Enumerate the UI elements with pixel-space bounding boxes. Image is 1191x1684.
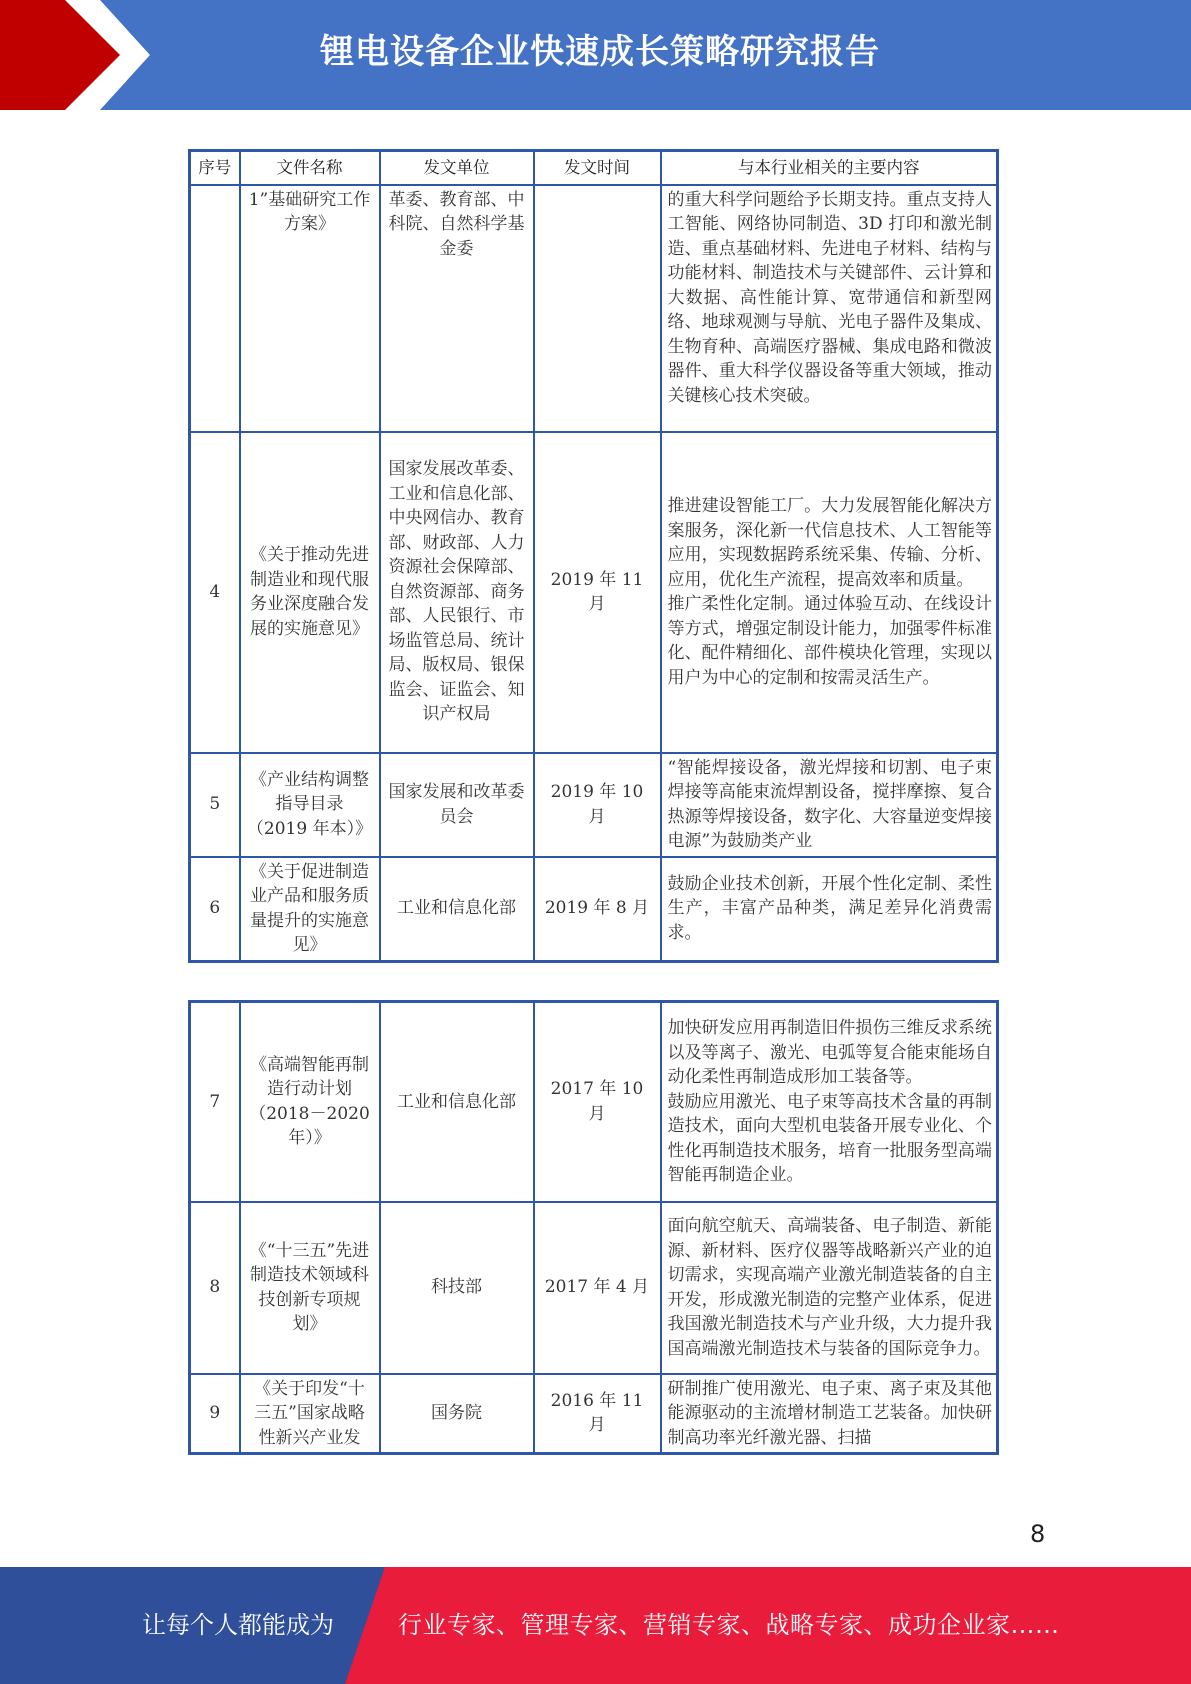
main-content: 加快研发应用再制造旧件损伤三维反求系统以及等离子、激光、电弧等复合能束能场自动化柔性再制造成形加工装备等。 鼓励应用激光、电子束等高技术含量的再制造技术，面向大型机电装备开展专业化、个性化再制造技术服务，培育一批服务型高端智能再制造企业。 (661, 1002, 998, 1202)
main-content: 的重大科学问题给予长期支持。重点支持人工智能、网络协同制造、3D 打印和激光制造、重点基础材料、先进电子材料、结构与功能材料、制造技术与关键部件、云计算和大数据、高性能计算、宽带通信和新型网络、地球观测与导航、光电子器件及集成、生物育种、高端医疗器械、集成电路和微波器件、重大科学仪器设备等重大领域，推动关键核心技术突破。 (661, 185, 998, 432)
table-row (190, 185, 998, 432)
issue-date (534, 185, 661, 432)
policy-table-part-2 (188, 1000, 999, 1455)
document-name: 《高端智能再制造行动计划（2018－2020年）》 (240, 1002, 380, 1202)
header-cell-issuer: 发文单位 (380, 151, 534, 185)
document-name: 《关于促进制造业产品和服务质量提升的实施意见》 (240, 857, 380, 962)
issue-date: 2019 年 8 月 (534, 857, 661, 962)
issuing-unit: 革委、教育部、中科院、自然科学基金委 (380, 185, 534, 432)
footer-slogan-right: 行业专家、管理专家、营销专家、战略专家、成功企业家…… (398, 1611, 1060, 1639)
issuing-unit: 工业和信息化部 (380, 857, 534, 962)
header-cell-no: 序号 (190, 151, 240, 185)
row-number: 8 (190, 1202, 240, 1374)
document-name: 《产业结构调整指导目录（2019 年本）》 (240, 753, 380, 857)
header-cell-name: 文件名称 (240, 151, 380, 185)
main-content: 推进建设智能工厂。大力发展智能化解决方案服务，深化新一代信息技术、人工智能等应用，实现数据跨系统采集、传输、分析、应用，优化生产流程，提高效率和质量。 推广柔性化定制。通过体验互动、在线设计等方式，增强定制设计能力，加强零件标准化、配件精细化、部件模块化管理，实现以用户为中心的定制和按需灵活生产。 (661, 432, 998, 753)
footer-slogan-left: 让每个人都能成为 (142, 1611, 334, 1639)
issue-date: 2019 年 11 月 (534, 432, 661, 753)
main-content: “智能焊接设备，激光焊接和切割、电子束焊接等高能束流焊割设备，搅拌摩擦、复合热源等焊接设备，数字化、大容量逆变焊接电源”为鼓励类产业 (661, 753, 998, 857)
document-name: 《关于印发“十三五”国家战略性新兴产业发 (240, 1374, 380, 1454)
issue-date: 2017 年 10 月 (534, 1002, 661, 1202)
row-number: 7 (190, 1002, 240, 1202)
issuing-unit: 国家发展改革委、工业和信息化部、中央网信办、教育部、财政部、人力资源社会保障部、自然资源部、商务部、人民银行、市场监管总局、统计局、版权局、银保监会、证监会、知识产权局 (380, 432, 534, 753)
issue-date: 2017 年 4 月 (534, 1202, 661, 1374)
main-content: 研制推广使用激光、电子束、离子束及其他能源驱动的主流增材制造工艺装备。加快研制高功率光纤激光器、扫描 (661, 1374, 998, 1454)
header-cell-date: 发文时间 (534, 151, 661, 185)
issuing-unit: 国家发展和改革委员会 (380, 753, 534, 857)
row-number (190, 185, 240, 432)
issuing-unit: 科技部 (380, 1202, 534, 1374)
page-footer (0, 1567, 1191, 1684)
page-header (0, 0, 1191, 110)
table-header-row (190, 151, 998, 185)
policy-table-part-1 (188, 149, 999, 963)
table-row (190, 1202, 998, 1374)
table-row (190, 1374, 998, 1454)
header-cell-content: 与本行业相关的主要内容 (661, 151, 998, 185)
row-number: 6 (190, 857, 240, 962)
issue-date: 2019 年 10 月 (534, 753, 661, 857)
document-name: 《“十三五”先进制造技术领域科技创新专项规划》 (240, 1202, 380, 1374)
page-number: 8 (1030, 1520, 1046, 1548)
row-number: 5 (190, 753, 240, 857)
issuing-unit: 国务院 (380, 1374, 534, 1454)
issuing-unit: 工业和信息化部 (380, 1002, 534, 1202)
issue-date: 2016 年 11 月 (534, 1374, 661, 1454)
row-number: 9 (190, 1374, 240, 1454)
table-row (190, 753, 998, 857)
table-row (190, 1002, 998, 1202)
row-number: 4 (190, 432, 240, 753)
page-title: 锂电设备企业快速成长策略研究报告 (320, 32, 880, 72)
table-row (190, 432, 998, 753)
table-row (190, 857, 998, 962)
document-name: 1”基础研究工作方案》 (240, 185, 380, 432)
main-content: 面向航空航天、高端装备、电子制造、新能源、新材料、医疗仪器等战略新兴产业的迫切需求，实现高端产业激光制造装备的自主开发，形成激光制造的完整产业体系，促进我国激光制造技术与产业升级，大力提升我国高端激光制造技术与装备的国际竞争力。 (661, 1202, 998, 1374)
header-arrow-decoration (0, 0, 160, 110)
document-name: 《关于推动先进制造业和现代服务业深度融合发展的实施意见》 (240, 432, 380, 753)
main-content: 鼓励企业技术创新，开展个性化定制、柔性生产，丰富产品种类，满足差异化消费需求。 (661, 857, 998, 962)
